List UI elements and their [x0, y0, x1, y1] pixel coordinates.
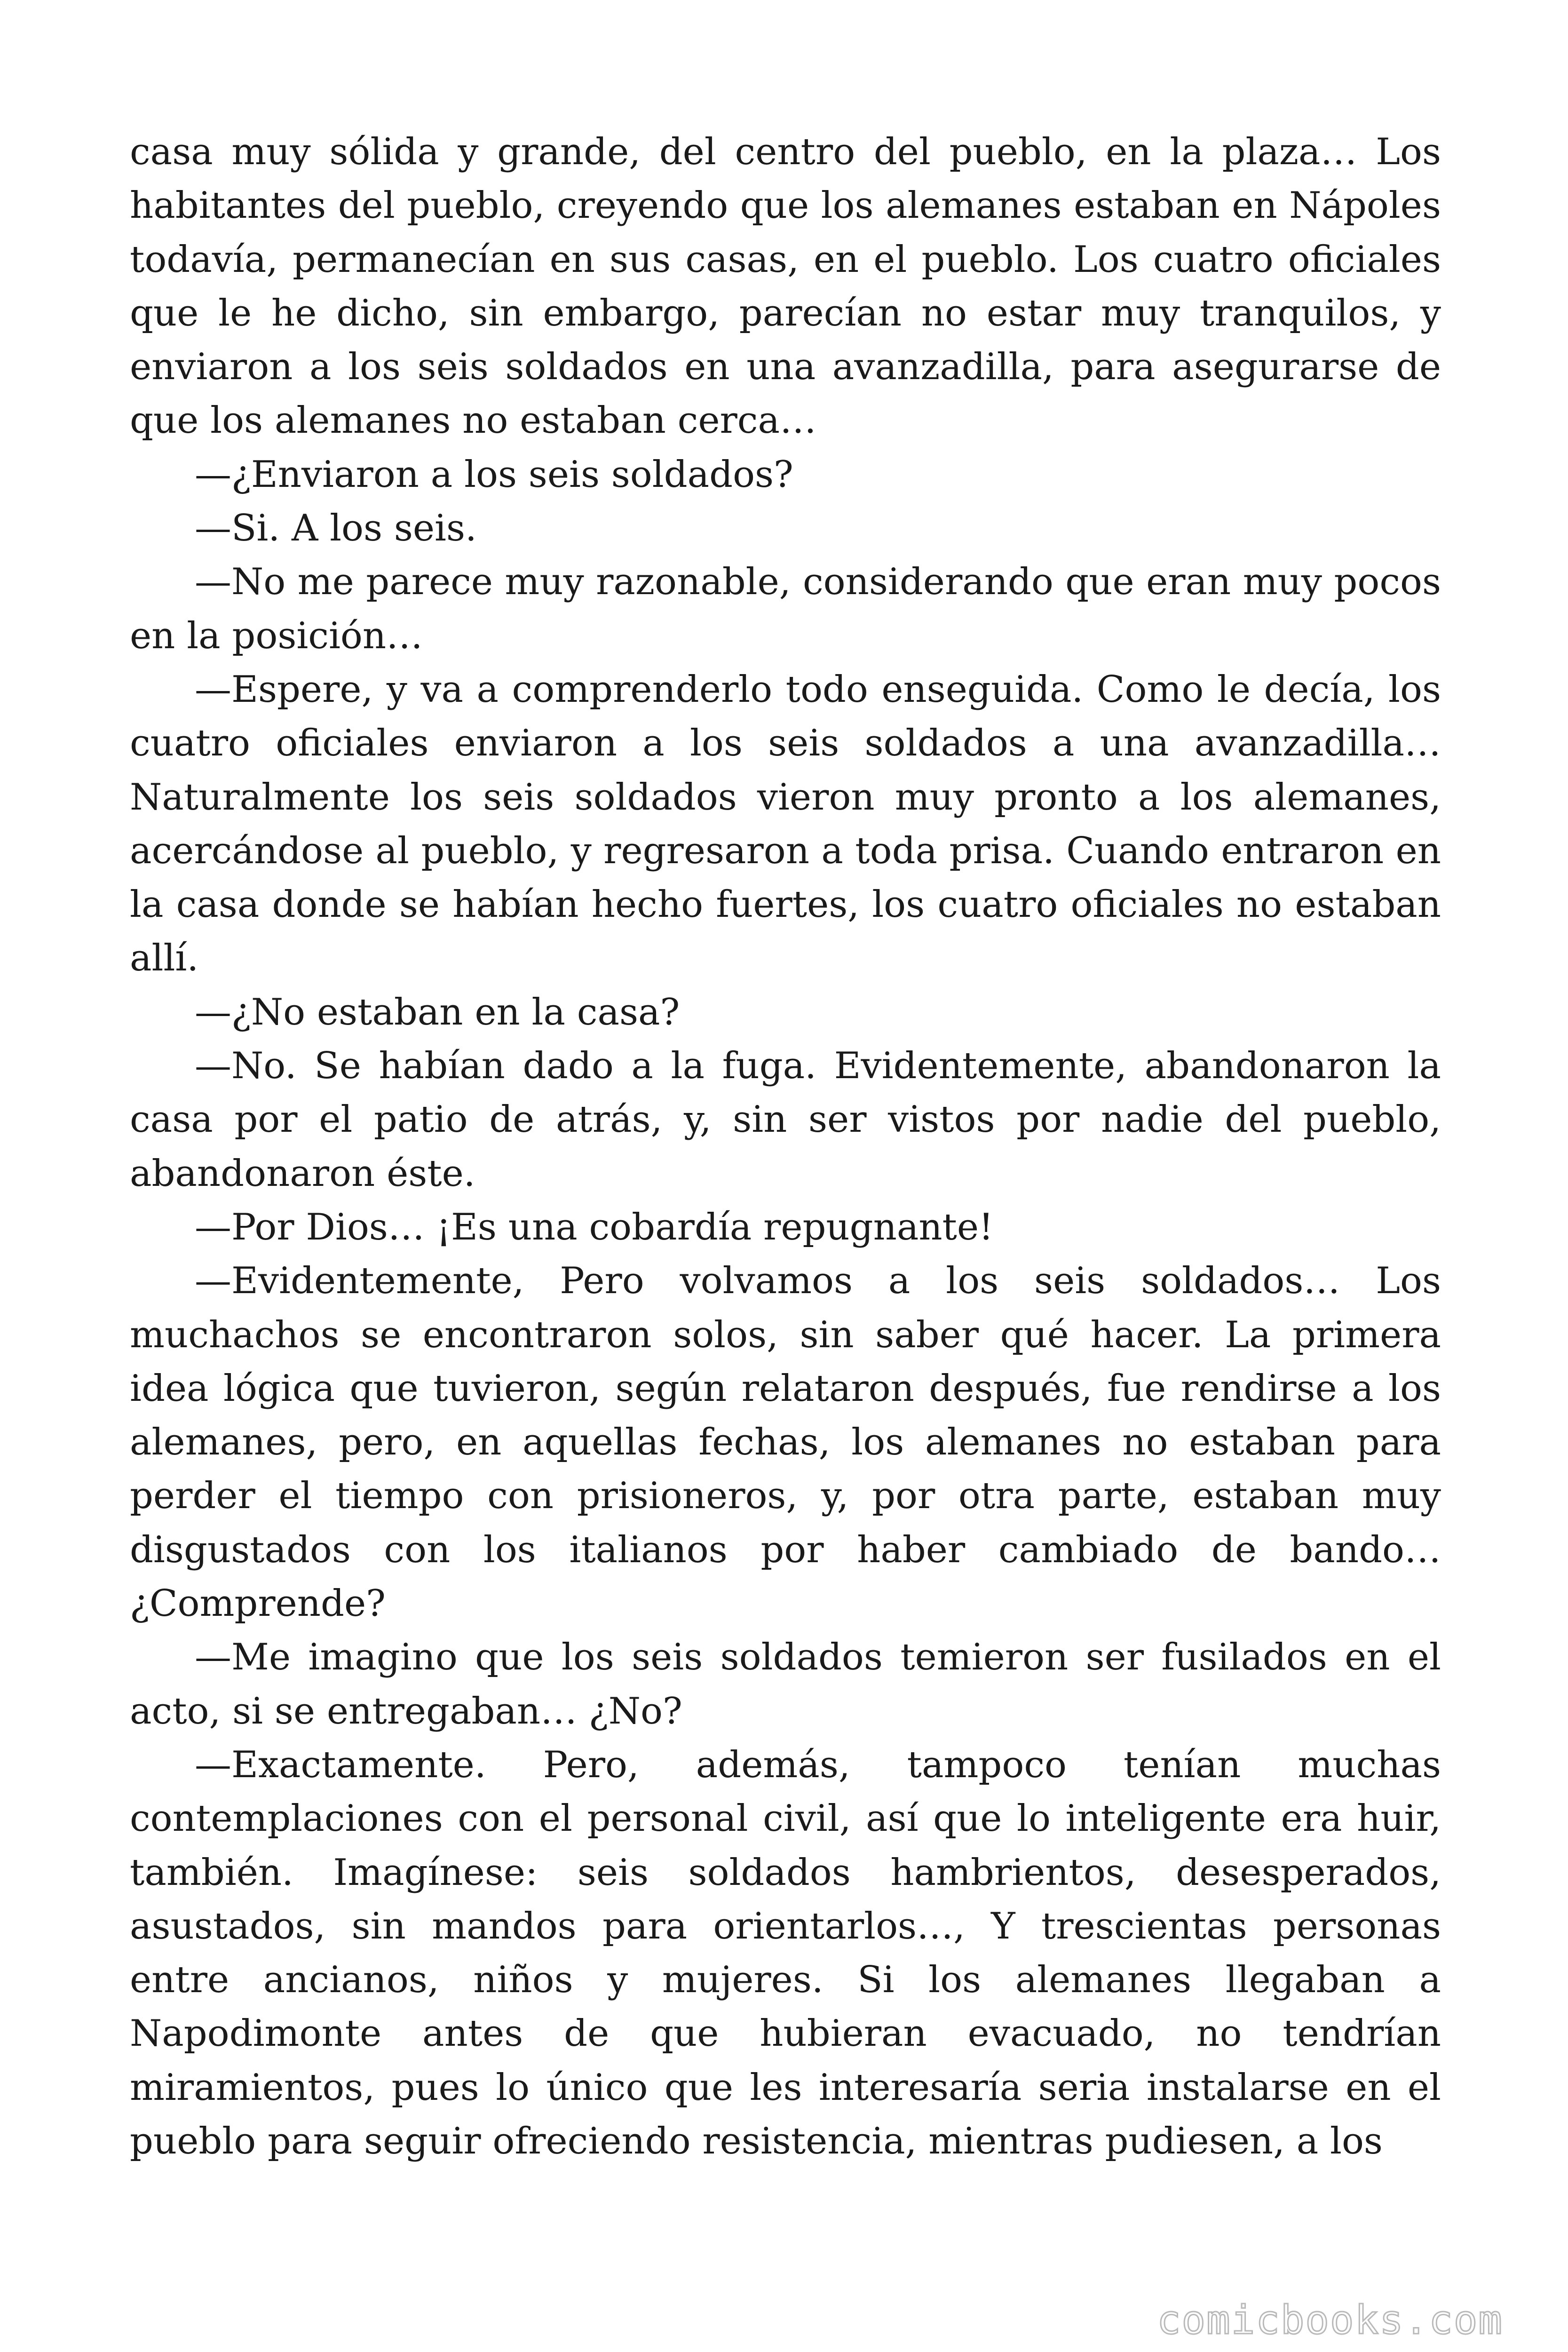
watermark-logo: comicbooks.com — [1156, 2297, 1503, 2343]
body-text — [130, 125, 1441, 2168]
paragraph: —Por Dios… ¡Es una cobardía repugnante! — [195, 1206, 994, 1248]
paragraph: —No. Se habían dado a la fuga. Evidentemente, abandonaron la casa por el patio de atrás, y, sin ser vistos por nadie del pueblo, abandonaron éste. — [130, 1045, 1441, 1195]
paragraph: —Si. A los seis. — [195, 507, 477, 550]
paragraph: —Exactamente. Pero, además, tampoco tenían muchas contemplaciones con el personal civil, así que lo inteligente era huir, también. Imagínese: seis soldados hambrientos, desesperados, asustados, sin mandos para orientarlos…, Y trescientas personas entre ancianos, niños y mujeres. Si los alemanes llegaban a Napodimonte antes de que hubieran evacuado, no tendrían miramientos, pues lo único que les interesaría seria instalarse en el pueblo para seguir ofreciendo resistencia, mientras pudiesen, a los — [130, 1743, 1441, 2162]
paragraph: —No me parece muy razonable, considerando que eran muy pocos en la posición… — [130, 561, 1441, 657]
paragraph: —¿No estaban en la casa? — [195, 991, 680, 1033]
paragraph: casa muy sólida y grande, del centro del pueblo, en la plaza… Los habitantes del pueblo, creyendo que los alemanes estaban en Nápoles todavía, permanecían en sus casas, en el pueblo. Los cuatro oficiales que le he dicho, sin embargo, parecían no estar muy tranquilos, y enviaron a los seis soldados en una avanzadilla, para asegurarse de que los alemanes no estaban cerca… — [130, 131, 1441, 442]
paragraph: —¿Enviaron a los seis soldados? — [195, 453, 793, 496]
paragraph: —Me imagino que los seis soldados temieron ser fusilados en el acto, si se entregaban… ¿No? — [130, 1636, 1441, 1732]
paragraph: —Espere, y va a comprenderlo todo enseguida. Como le decía, los cuatro oficiales enviaron a los seis soldados a una avanzadilla… Naturalmente los seis soldados vieron muy pronto a los alemanes, acercándose al pueblo, y regresaron a toda prisa. Cuando entraron en la casa donde se habían hecho fuertes, los cuatro oficiales no estaban allí. — [130, 668, 1441, 980]
paragraph: —Evidentemente, Pero volvamos a los seis soldados… Los muchachos se encontraron solos, sin saber qué hacer. La primera idea lógica que tuvieron, según relataron después, fue rendirse a los alemanes, pero, en aquellas fechas, los alemanes no estaban para perder el tiempo con prisioneros, y, por otra parte, estaban muy disgustados con los italianos por haber cambiado de bando… ¿Comprende? — [130, 1260, 1441, 1625]
